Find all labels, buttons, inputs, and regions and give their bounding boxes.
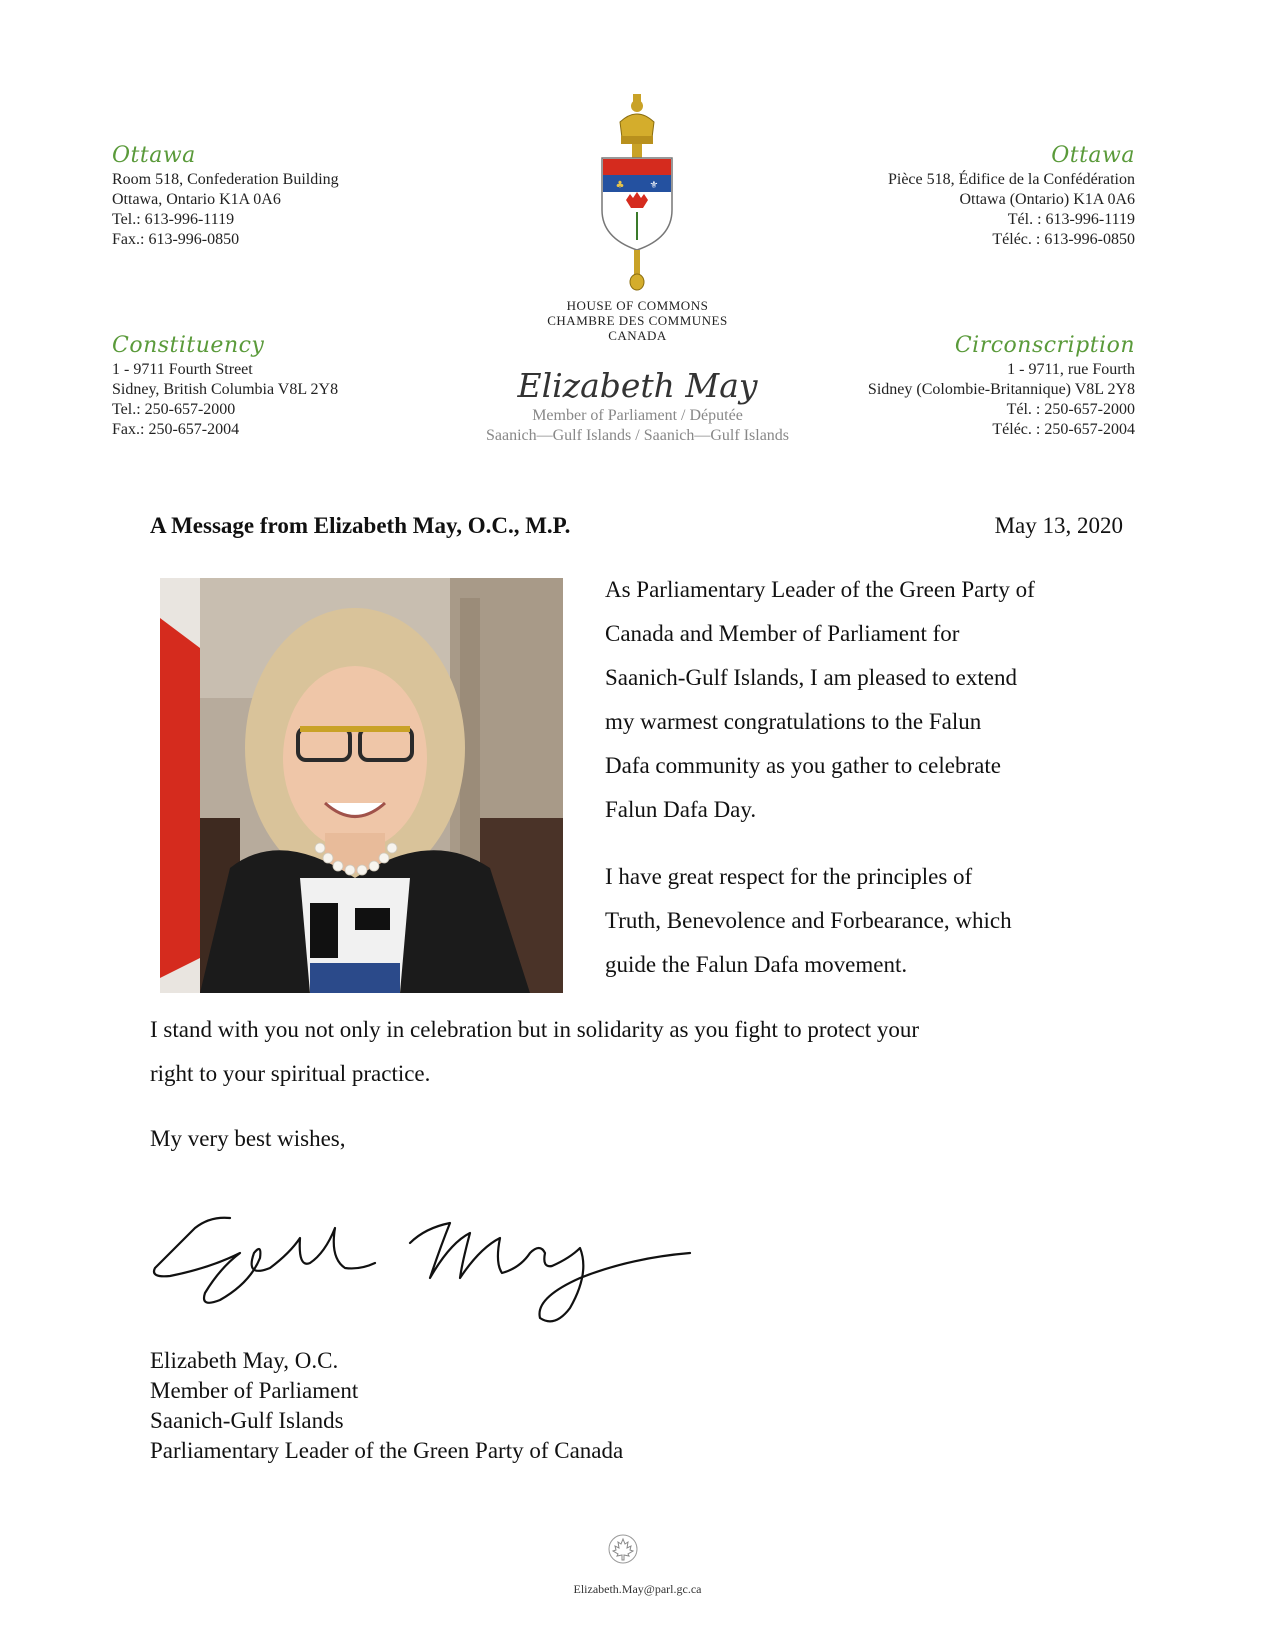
- house-line: HOUSE OF COMMONS: [566, 298, 709, 313]
- svg-text:♣: ♣: [615, 180, 625, 191]
- text-line: I have great respect for the principles of: [605, 864, 973, 889]
- address-line: 1 - 9711, rue Fourth: [1007, 361, 1135, 378]
- text-line: Falun Dafa Day.: [605, 797, 757, 822]
- address-line: Sidney (Colombie-Britannique) V8L 2Y8: [867, 381, 1135, 398]
- address-line: Fax.: 250-657-2004: [112, 421, 240, 438]
- ottawa-address-fr: [888, 170, 1135, 250]
- address-line: Sidney, British Columbia V8L 2Y8: [112, 381, 339, 398]
- ottawa-address-en: [112, 170, 339, 250]
- handwritten-signature: [150, 1198, 695, 1333]
- text-line: As Parliamentary Leader of the Green Party of: [605, 577, 1035, 602]
- address-line: Room 518, Confederation Building: [112, 171, 339, 188]
- house-line: CHAMBRE DES COMMUNES: [547, 313, 728, 328]
- address-line: Tél. : 613-996-1119: [1007, 211, 1135, 228]
- constituency-address-en: [112, 360, 338, 440]
- footer-email: Elizabeth.May@parl.gc.ca: [573, 1582, 702, 1596]
- address-line: Fax.: 613-996-0850: [112, 231, 240, 248]
- text-line: my warmest congratulations to the Falun: [605, 709, 982, 734]
- maple-leaf-icon: [607, 1533, 639, 1565]
- paragraph-3: [150, 1008, 1110, 1096]
- address-line: Téléc. : 250-657-2004: [992, 421, 1135, 438]
- svg-text:⚜: ⚜: [649, 180, 659, 191]
- mp-name: Elizabeth May: [517, 366, 758, 405]
- paragraph-2: [605, 855, 1125, 987]
- closing-line: Member of Parliament: [150, 1378, 359, 1403]
- text-line: right to your spiritual practice.: [150, 1061, 431, 1086]
- text-line: I stand with you not only in celebration but in solidarity as you fight to protect your: [150, 1017, 920, 1042]
- mp-riding: Saanich—Gulf Islands / Saanich—Gulf Islands: [485, 427, 790, 444]
- portrait-photo: [160, 578, 563, 993]
- text-line: guide the Falun Dafa movement.: [605, 952, 908, 977]
- house-of-commons-crest-icon: [596, 92, 678, 292]
- mp-subtitle: [440, 406, 835, 446]
- closing-line: Elizabeth May, O.C.: [150, 1348, 339, 1373]
- text-line: Truth, Benevolence and Forbearance, which: [605, 908, 1012, 933]
- address-line: Téléc. : 613-996-0850: [992, 231, 1135, 248]
- letter-date: May 13, 2020: [994, 513, 1123, 538]
- closing-line: Saanich-Gulf Islands: [150, 1408, 344, 1433]
- constituency-address-fr: [868, 360, 1135, 440]
- house-line: CANADA: [608, 328, 667, 343]
- address-line: Tél. : 250-657-2000: [1006, 401, 1135, 418]
- salutation: My very best wishes,: [150, 1126, 346, 1151]
- constituency-heading-en: Constituency: [112, 333, 265, 358]
- address-line: Ottawa, Ontario K1A 0A6: [112, 191, 281, 208]
- text-line: Dafa community as you gather to celebrate: [605, 753, 1001, 778]
- address-line: Tel.: 613-996-1119: [112, 211, 235, 228]
- mp-title: Member of Parliament / Députée: [532, 407, 743, 424]
- house-of-commons-label: [500, 298, 775, 343]
- closing-block: [150, 1346, 623, 1466]
- address-line: Tel.: 250-657-2000: [112, 401, 236, 418]
- ottawa-heading-fr: Ottawa: [1051, 143, 1135, 168]
- address-line: 1 - 9711 Fourth Street: [112, 361, 253, 378]
- ottawa-heading-en: Ottawa: [112, 143, 196, 168]
- address-line: Pièce 518, Édifice de la Confédération: [887, 171, 1135, 188]
- constituency-heading-fr: Circonscription: [954, 333, 1135, 358]
- letter-heading: A Message from Elizabeth May, O.C., M.P.: [150, 513, 571, 538]
- closing-line: Parliamentary Leader of the Green Party of Canada: [150, 1438, 624, 1463]
- text-line: Canada and Member of Parliament for: [605, 621, 960, 646]
- address-line: Ottawa (Ontario) K1A 0A6: [959, 191, 1135, 208]
- paragraph-1: [605, 568, 1125, 832]
- text-line: Saanich-Gulf Islands, I am pleased to extend: [605, 665, 1017, 690]
